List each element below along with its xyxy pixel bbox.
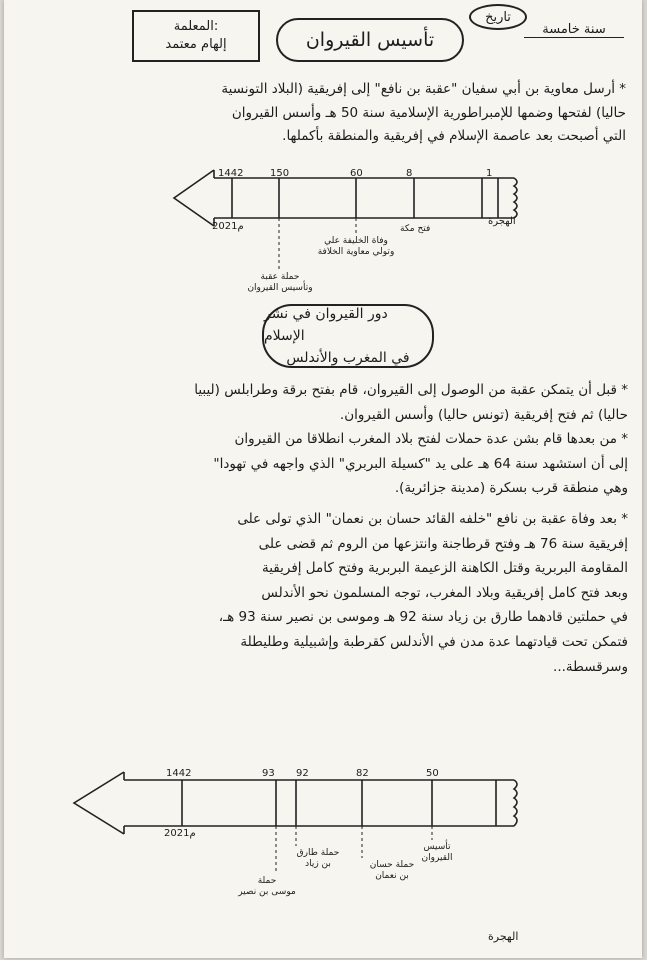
timeline2-hijra: الهجرة: [488, 930, 519, 943]
intro-line: التي أصبحت بعد عاصمة الإسلام في إفريقية والمنطقة بأكملها.: [282, 128, 626, 144]
page-title: تأسيس القيروان: [276, 18, 464, 62]
timeline1-hamla-line: وتأسيس القيروان: [247, 283, 313, 293]
timeline2-tariq-line: بن زياد: [305, 859, 331, 869]
body-line: * من بعدها قام بشن عدة حملات لفتح بلاد المغرب انطلاقا من القيروان: [234, 431, 628, 448]
timeline1-year-1442: 1442: [218, 168, 244, 179]
timeline2-2021: 2021م: [164, 828, 196, 839]
body-line: * بعد وفاة عقبة بن نافع "خلفه القائد حسان بن نعمان" الذي تولى على: [237, 510, 628, 527]
body-line: في حملتين قادهما طارق بن زياد سنة 92 هـ وموسى بن نصير سنة 93 هـ،: [218, 609, 628, 626]
timeline1-fath-makka: فتح مكة: [400, 224, 431, 234]
timeline1-year-150: 150: [270, 168, 290, 179]
timeline2-musa-line: موسى بن نصير: [238, 887, 296, 897]
timeline1-wafat-line: وتولي معاوية الخلافة: [317, 247, 395, 257]
timeline1-2021: 2021م: [212, 221, 244, 232]
body-line: حاليا) ثم فتح إفريقية (تونس حاليا) وأسس القيروان.: [339, 406, 628, 423]
timeline1-wafat-line: وفاة الخليفة علي: [324, 236, 388, 246]
body-line: * قبل أن يتمكن عقبة من الوصول إلى القيروان، قام بفتح برقة وطرابلس (ليبيا: [194, 382, 628, 398]
section-title-line: في المغرب والأندلس: [286, 350, 410, 366]
worksheet-page: [4, 0, 642, 958]
timeline1-year-1: 1: [486, 168, 493, 179]
body-line: إلى أن استشهد سنة 64 هـ على يد "كسيلة البربري" الذي واجهه في تهودا": [213, 455, 628, 472]
level-label: سنة خامسة: [524, 22, 624, 38]
timeline2-year-82: 82: [356, 768, 369, 779]
timeline2-qayrawan-line: تأسيس: [423, 842, 451, 852]
timeline2-year-92: 92: [296, 768, 309, 779]
timeline1-year-60: 60: [350, 168, 363, 179]
timeline2-qayrawan-line: القيروان: [421, 853, 453, 863]
body-line: المقاومة البربرية وقتل الكاهنة الزعيمة البربرية وفتح كامل إفريقية: [261, 560, 628, 577]
timeline2-qayrawan: [408, 842, 466, 864]
timeline2-year-1442: 1442: [166, 768, 192, 779]
body-line: إفريقية سنة 76 هـ وفتح قرطاجنة وانتزعها من الروم ثم قضى على: [258, 535, 628, 552]
body-line: وبعد فتح كامل إفريقية وبلاد المغرب، توجه المسلمون نحو الأندلس: [261, 584, 628, 601]
subject-label: تاريخ: [469, 4, 527, 30]
section-title-line: دور القيروان في نشر الإسلام: [264, 306, 388, 344]
timeline2-year-93: 93: [262, 768, 275, 779]
timeline2-musa-line: حملة: [257, 876, 277, 886]
timeline2-hassan-line: بن نعمان: [375, 871, 409, 881]
timeline2-hassan-line: حملة حسان: [369, 860, 415, 870]
intro-line: حاليا) لفتحها وضمها للإمبراطورية الإسلامية سنة 50 هـ وأسس القيروان: [231, 104, 626, 121]
body-line: وهي منطقة قرب بسكرة (مدينة جزائرية).: [394, 480, 628, 497]
teacher-name: إلهام معتمد: [165, 37, 227, 52]
body-line: وسرقسطة...: [553, 658, 628, 675]
timeline2-tariq-line: حملة طارق: [296, 848, 340, 858]
timeline2-musa: [232, 876, 302, 898]
body-line: فتمكن تحت قيادتهما عدة مدن في الأندلس كقرطبة وإشبيلية وطليطلة: [240, 633, 628, 650]
intro-line: * أرسل معاوية بن أبي سفيان "عقبة بن نافع" إلى إفريقية (البلاد التونسية: [221, 81, 626, 97]
timeline1-hijra: الهجرة: [488, 216, 516, 227]
timeline1-year-8: 8: [406, 168, 413, 179]
timeline1-hamla-line: حملة عقبة: [260, 272, 300, 282]
timeline-2: [4, 0, 642, 958]
timeline2-tariq: [286, 848, 350, 870]
timeline2-year-50: 50: [426, 768, 439, 779]
teacher-label: المعلمة:: [173, 19, 219, 34]
